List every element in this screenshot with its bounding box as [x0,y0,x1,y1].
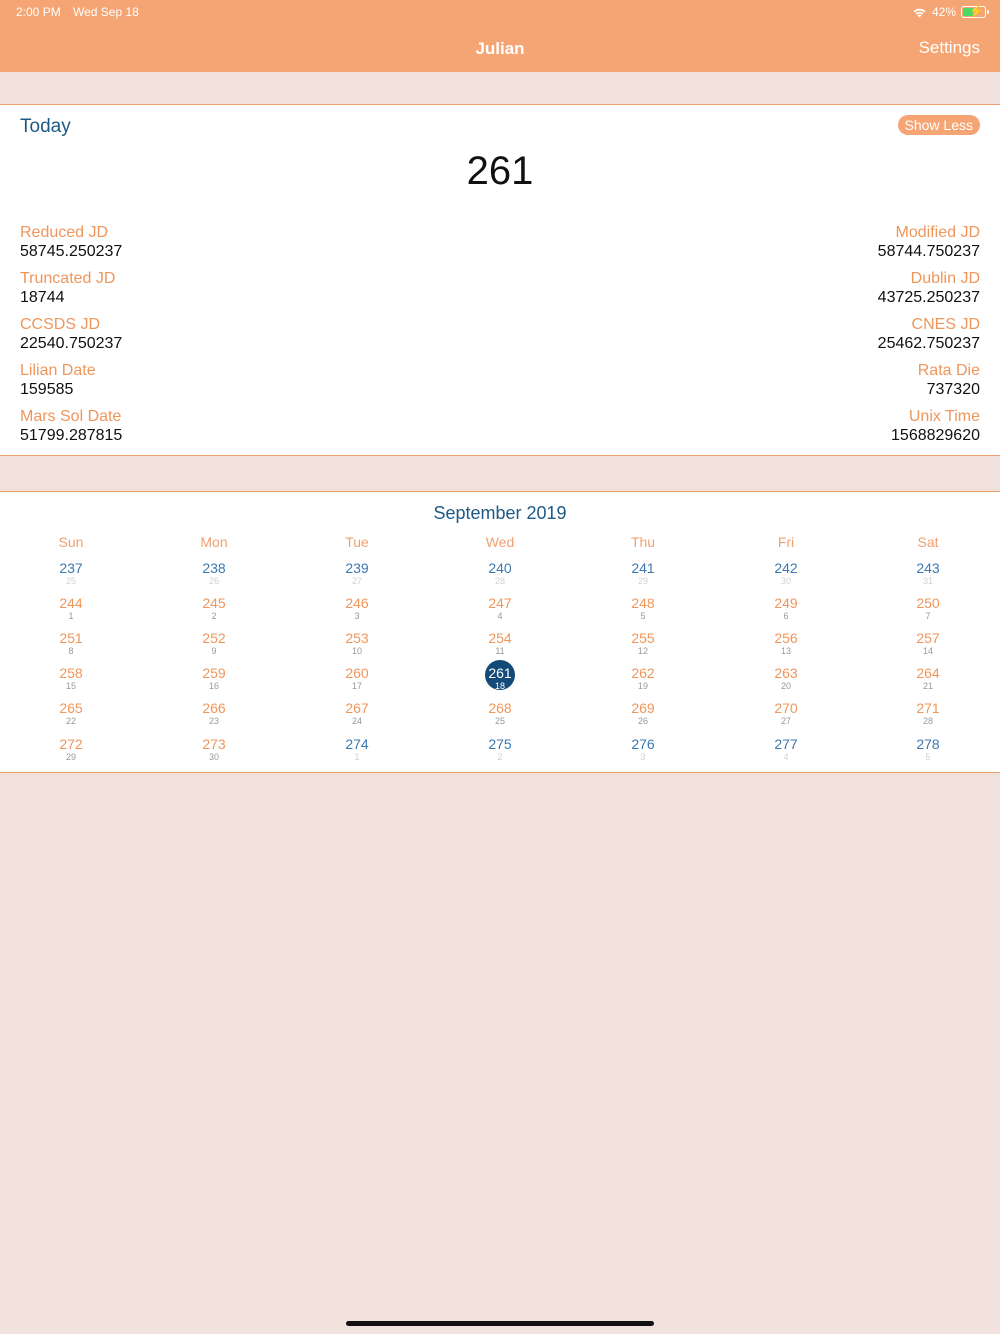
day-julian-number: 258 [59,665,83,681]
day-of-month: 4 [497,611,503,621]
calendar-day[interactable] [756,736,816,770]
day-of-month: 1 [354,752,360,762]
weekday-header: Wed [485,534,515,550]
home-indicator[interactable] [346,1321,654,1326]
day-of-month: 29 [65,752,76,762]
day-of-month: 25 [65,576,76,586]
day-julian-number: 248 [631,595,655,611]
day-of-month: 1 [68,611,74,621]
metric-lilian-date [20,361,96,399]
show-less-button[interactable]: Show Less [898,115,980,135]
day-julian-number: 259 [202,665,226,681]
day-of-month: 20 [780,681,791,691]
calendar-day[interactable] [41,700,101,734]
day-julian-number: 264 [916,665,940,681]
day-julian-number: 246 [345,595,369,611]
calendar-day[interactable] [327,665,387,699]
day-of-month: 10 [351,646,362,656]
metric-rata-die [918,361,980,399]
calendar-day[interactable] [327,630,387,664]
metric-value: 159585 [20,381,74,398]
metric-label: Rata Die [917,362,980,379]
status-time: 2:00 PM [16,5,61,19]
day-of-month: 13 [780,646,791,656]
day-of-month: 2 [211,611,217,621]
calendar-day[interactable] [470,560,530,594]
day-julian-number: 276 [631,736,655,752]
day-of-month: 16 [208,681,219,691]
day-of-month: 3 [354,611,360,621]
metric-ccsds-jd [20,315,122,353]
day-julian-number: 268 [488,700,512,716]
day-of-month: 17 [351,681,362,691]
day-julian-number: 243 [916,560,940,576]
status-date: Wed Sep 18 [73,5,139,19]
day-of-month: 29 [637,576,648,586]
day-of-month: 30 [208,752,219,762]
metric-dublin-jd [878,269,980,307]
battery-icon [961,6,986,18]
day-julian-number: 270 [774,700,798,716]
wifi-icon [912,7,927,18]
calendar-day[interactable] [898,595,958,629]
metric-unix-time [891,407,980,445]
weekday-header: Mon [200,534,228,550]
calendar-day[interactable] [613,736,673,770]
calendar-day[interactable] [898,736,958,770]
day-julian-number: 254 [488,630,512,646]
calendar-day[interactable] [613,630,673,664]
settings-button[interactable]: Settings [918,38,980,57]
day-of-month: 18 [494,681,505,691]
day-of-month: 23 [208,716,219,726]
day-of-month: 8 [68,646,74,656]
day-of-month: 26 [637,716,648,726]
day-of-month: 4 [783,752,789,762]
navigation-bar [0,0,1000,72]
day-of-month: 22 [65,716,76,726]
day-julian-number: 262 [631,665,655,681]
day-julian-number: 255 [631,630,655,646]
day-of-month: 5 [925,752,931,762]
day-julian-number: 260 [345,665,369,681]
day-of-month: 14 [922,646,933,656]
day-julian-number: 252 [202,630,226,646]
day-of-month: 19 [637,681,648,691]
calendar-day[interactable] [470,700,530,734]
metric-value: 51799.287815 [20,427,123,444]
day-of-month: 5 [640,611,646,621]
calendar-day[interactable] [756,630,816,664]
calendar-day[interactable] [327,595,387,629]
today-card [0,104,1000,456]
calendar-day[interactable] [41,630,101,664]
day-of-month: 11 [495,646,505,656]
metric-label: Mars Sol Date [20,408,122,425]
metric-truncated-jd [20,269,115,307]
calendar-day[interactable] [184,630,244,664]
day-julian-number: 240 [488,560,512,576]
metric-cnes-jd [878,315,980,353]
day-julian-number: 247 [488,595,512,611]
metric-label: CNES JD [911,316,980,333]
day-of-month: 12 [637,646,648,656]
day-julian-number: 265 [59,700,83,716]
day-of-month: 28 [494,576,505,586]
calendar-card [0,491,1000,773]
battery-percent: 42% [931,5,956,19]
day-julian-number: 253 [345,630,369,646]
calendar-day[interactable] [756,700,816,734]
weekday-header: Fri [777,534,795,550]
app-title: Julian [475,39,525,58]
day-julian-number: 277 [774,736,798,752]
day-of-month: 27 [351,576,362,586]
calendar-day[interactable] [898,665,958,699]
charging-bolt-icon: ⚡ [969,4,984,18]
day-julian-number: 273 [202,736,226,752]
metric-label: Unix Time [908,408,980,425]
day-julian-number: 244 [59,595,83,611]
metric-value: 43725.250237 [877,289,980,306]
metric-value: 58745.250237 [20,243,123,260]
calendar-month-title: September 2019 [433,503,567,523]
day-of-month: 3 [640,752,646,762]
calendar-day[interactable] [898,700,958,734]
day-julian-number: 272 [59,736,83,752]
day-julian-number: 237 [59,560,83,576]
day-of-month: 15 [65,681,76,691]
calendar-day[interactable] [470,630,530,664]
metric-label: CCSDS JD [20,316,101,333]
weekday-header: Tue [345,534,369,550]
day-of-month: 7 [925,611,931,621]
day-of-month: 30 [780,576,791,586]
day-julian-number: 257 [916,630,940,646]
day-julian-number: 275 [488,736,512,752]
today-title: Today [20,116,71,137]
calendar-day[interactable] [470,595,530,629]
calendar-day[interactable] [756,665,816,699]
day-julian-number: 271 [916,700,940,716]
calendar-day[interactable] [613,700,673,734]
day-julian-number: 239 [345,560,369,576]
day-of-month: 24 [351,716,362,726]
calendar-day[interactable] [613,595,673,629]
weekday-header: Sun [58,534,84,550]
calendar-day[interactable] [898,630,958,664]
day-julian-number: 267 [345,700,369,716]
day-julian-number: 266 [202,700,226,716]
day-of-month: 26 [208,576,219,586]
today-julian-day: 261 [466,149,534,193]
calendar-day[interactable] [41,595,101,629]
calendar-day[interactable] [470,736,530,770]
metric-label: Modified JD [895,224,980,241]
metric-value: 18744 [20,289,65,306]
metric-value: 25462.750237 [877,335,980,352]
calendar-day[interactable] [756,595,816,629]
metric-mars-sol-date [20,407,122,445]
metric-modified-jd [878,223,980,261]
day-julian-number: 245 [202,595,226,611]
day-of-month: 2 [497,752,503,762]
metric-value: 58744.750237 [877,243,980,260]
status-indicators [912,5,986,19]
calendar-day[interactable] [41,736,101,770]
weekday-header: Sat [917,534,939,550]
calendar-day[interactable] [756,560,816,594]
day-julian-number: 238 [202,560,226,576]
calendar-day[interactable] [41,560,101,594]
calendar-day[interactable] [184,736,244,770]
calendar-day[interactable] [184,560,244,594]
day-julian-number: 269 [631,700,655,716]
metric-reduced-jd [20,223,122,261]
day-julian-number: 278 [916,736,940,752]
metric-label: Reduced JD [20,224,109,241]
metric-label: Dublin JD [910,270,980,287]
metric-label: Lilian Date [20,362,96,379]
metric-value: 737320 [926,381,980,398]
calendar-day[interactable] [898,560,958,594]
metric-value: 22540.750237 [20,335,123,352]
day-of-month: 6 [783,611,789,621]
calendar-day[interactable] [327,700,387,734]
day-julian-number: 256 [774,630,798,646]
calendar-day[interactable] [327,560,387,594]
calendar-day-today[interactable] [470,665,530,699]
day-of-month: 31 [922,576,933,586]
day-of-month: 9 [211,646,217,656]
calendar-day[interactable] [184,700,244,734]
metric-value: 1568829620 [891,427,980,444]
day-of-month: 27 [780,716,791,726]
calendar-day[interactable] [327,736,387,770]
day-of-month: 28 [922,716,933,726]
day-julian-number: 261 [488,665,512,681]
calendar-day[interactable] [184,665,244,699]
calendar-day[interactable] [41,665,101,699]
calendar-day[interactable] [613,560,673,594]
day-julian-number: 249 [774,595,798,611]
day-of-month: 21 [922,681,933,691]
metric-label: Truncated JD [20,270,116,287]
calendar-day[interactable] [613,665,673,699]
day-julian-number: 242 [774,560,798,576]
day-julian-number: 250 [916,595,940,611]
calendar-day[interactable] [184,595,244,629]
day-of-month: 25 [494,716,505,726]
day-julian-number: 263 [774,665,798,681]
day-julian-number: 241 [631,560,655,576]
day-julian-number: 251 [59,630,83,646]
weekday-header: Thu [630,534,656,550]
day-julian-number: 274 [345,736,369,752]
